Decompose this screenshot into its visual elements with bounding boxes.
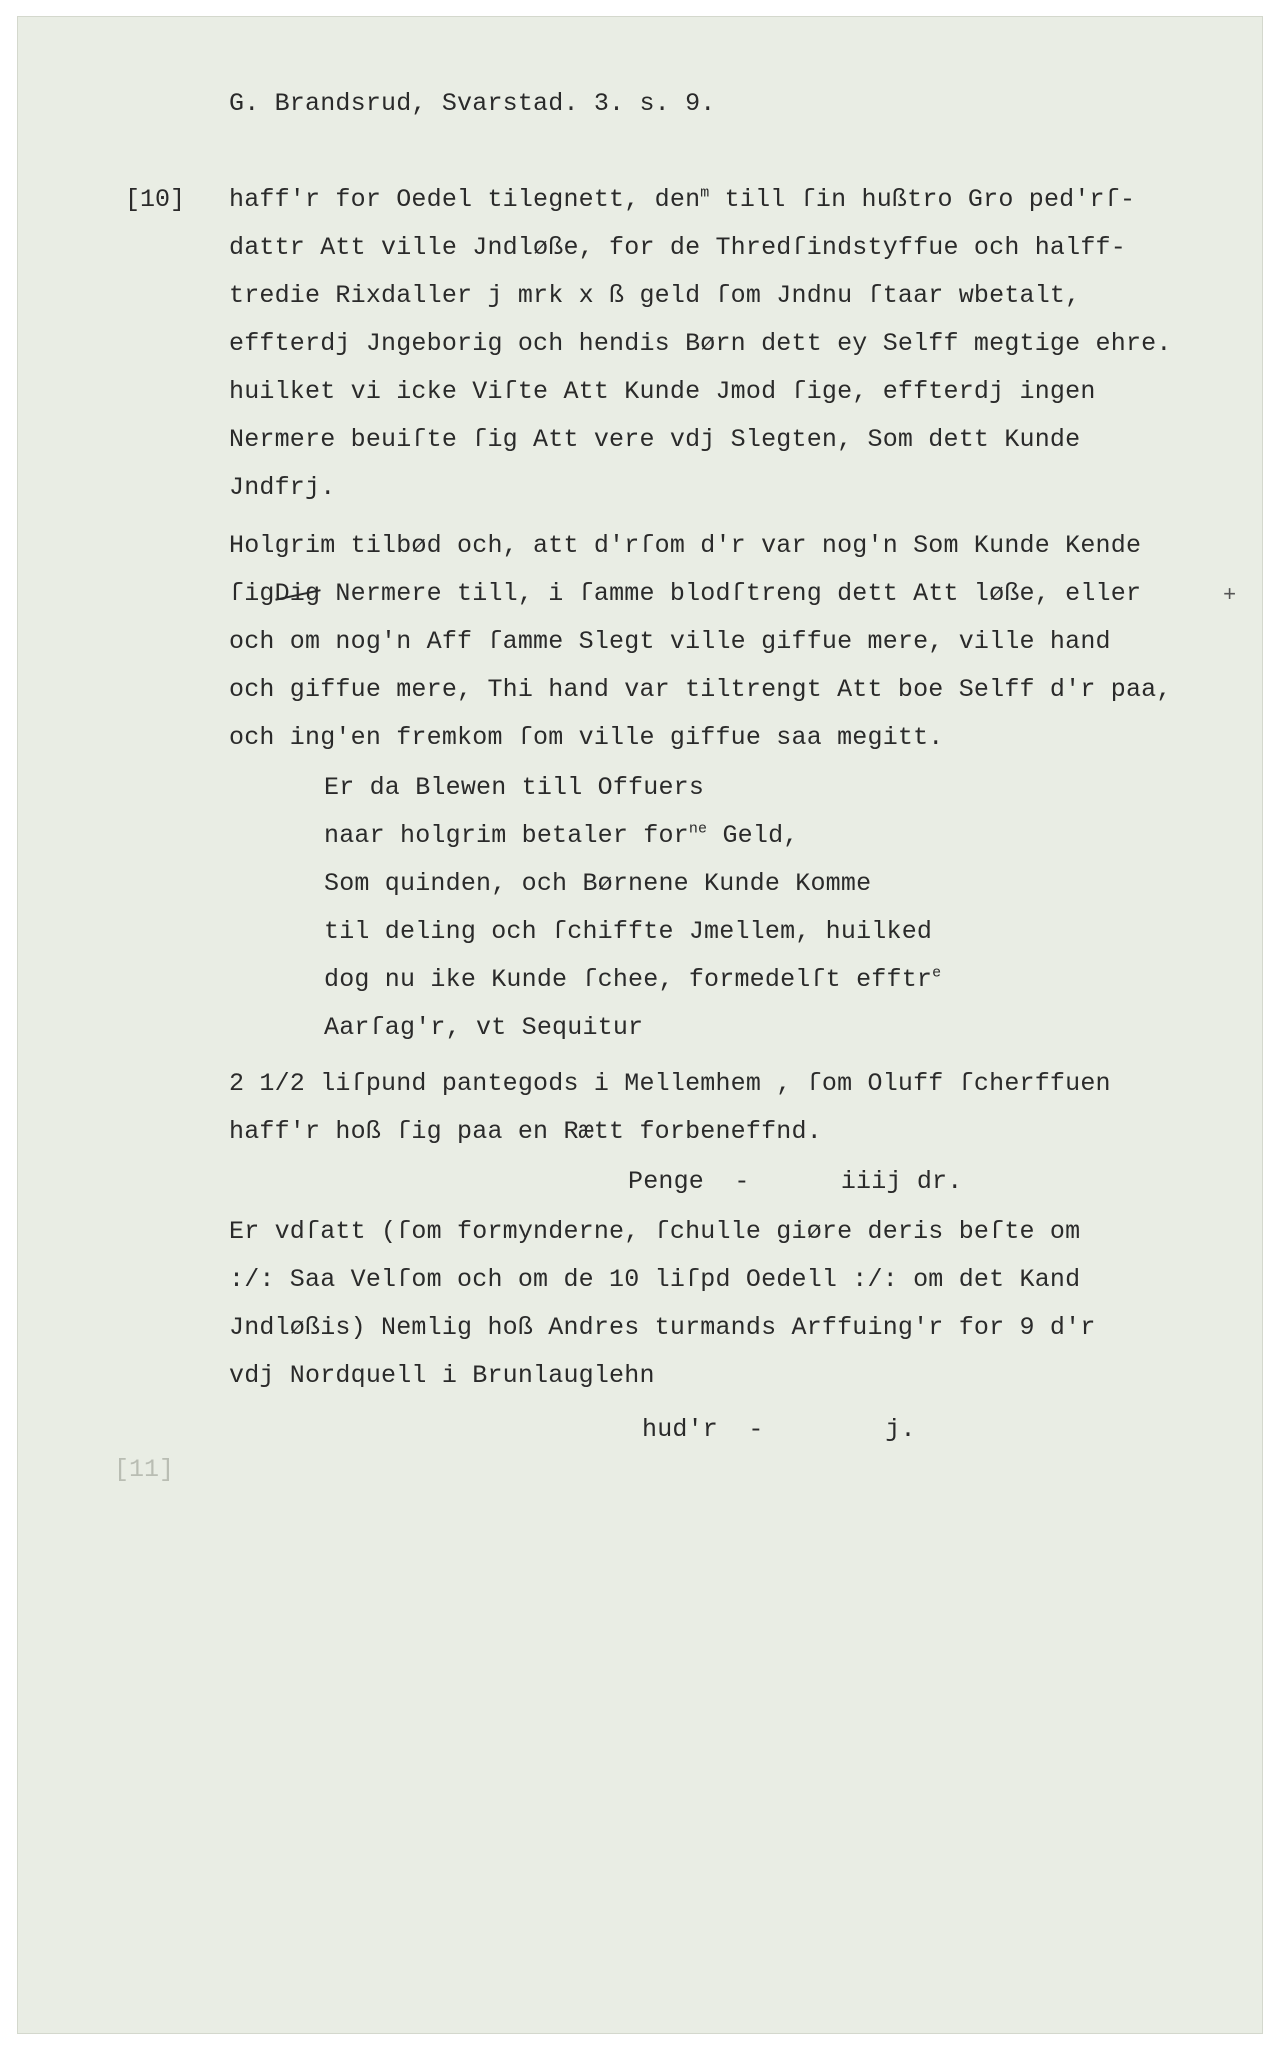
text-line-10: och om nog'n Aff ſamme Slegt ville giffue mere, ville hand xyxy=(229,627,1111,656)
text-line-1: haff'r for Oedel tilegnett, den$^m$ till ſin hußtro Gro ped'rſ- xyxy=(229,184,1136,214)
text-line-14: haff'r hoß ſig paa en Rætt forbeneffnd. xyxy=(229,1117,822,1146)
margin-mark: + xyxy=(1223,583,1237,608)
document-page xyxy=(17,16,1263,2034)
indented-line-4: til deling och ſchiffte Jmellem, huilked xyxy=(324,917,933,946)
text-line-8: Holgrim tilbød och, att d'rſom d'r var nog'n Som Kunde Kende xyxy=(229,531,1142,560)
text-line-13: 2 1/2 liſpund pantegods i Mellemhem , ſom Oluff ſcherffuen xyxy=(229,1069,1111,1098)
text-line-3: tredie Rixdaller j mrk x ß geld ſom Jndnu ſtaar wbetalt, xyxy=(229,281,1081,310)
text-line-16: :/: Saa Velſom och om de 10 liſpd Oedell :/: om det Kand xyxy=(229,1265,1081,1294)
text-line-5: huilket vi icke Viſte Att Kunde Jmod ſige, effterdj ingen xyxy=(229,377,1096,406)
indented-line-2: naar holgrim betaler for$^{ne}$ Geld, xyxy=(324,820,799,850)
text-line-11: och giffue mere, Thi hand var tiltrengt Att boe Selff d'r paa, xyxy=(229,675,1172,704)
hudr-line: hud'r - j. xyxy=(642,1415,916,1444)
indented-line-5: dog nu ike Kunde ſchee, formedelſt efftr$^e$ xyxy=(324,964,942,994)
indented-line-6: Aarſag'r, vt Sequitur xyxy=(324,1013,644,1042)
penge-line: Penge - iiij dr. xyxy=(628,1167,963,1196)
page-ref-11: [11] xyxy=(114,1455,175,1484)
page-ref-10: [10] xyxy=(125,185,186,214)
text-line-12: och ing'en fremkom ſom ville giffue saa megitt. xyxy=(229,723,944,752)
page-header: G. Brandsrud, Svarstad. 3. s. 9. xyxy=(229,89,716,118)
text-line-2: dattr Att ville Jndløße, for de Thredſindstyffue och halff- xyxy=(229,233,1126,262)
text-line-18: vdj Nordquell i Brunlauglehn xyxy=(229,1361,655,1390)
text-line-9: ſigDig Nermere till, i ſamme blodſtreng dett Att løße, eller xyxy=(229,579,1142,608)
text-line-15: Er vdſatt (ſom formynderne, ſchulle giøre deris beſte om xyxy=(229,1217,1081,1246)
text-line-4: effterdj Jngeborig och hendis Børn dett ey Selff megtige ehre. xyxy=(229,329,1172,358)
struck-text: Dig xyxy=(274,579,321,608)
indented-line-3: Som quinden, och Børnene Kunde Komme xyxy=(324,869,872,898)
indented-line-1: Er da Blewen till Offuers xyxy=(324,773,705,802)
text-line-17: Jndløßis) Nemlig hoß Andres turmands Arffuing'r for 9 d'r xyxy=(229,1313,1096,1342)
text-line-7: Jndfrj. xyxy=(229,473,336,502)
text-line-6: Nermere beuiſte ſig Att vere vdj Slegten, Som dett Kunde xyxy=(229,425,1081,454)
